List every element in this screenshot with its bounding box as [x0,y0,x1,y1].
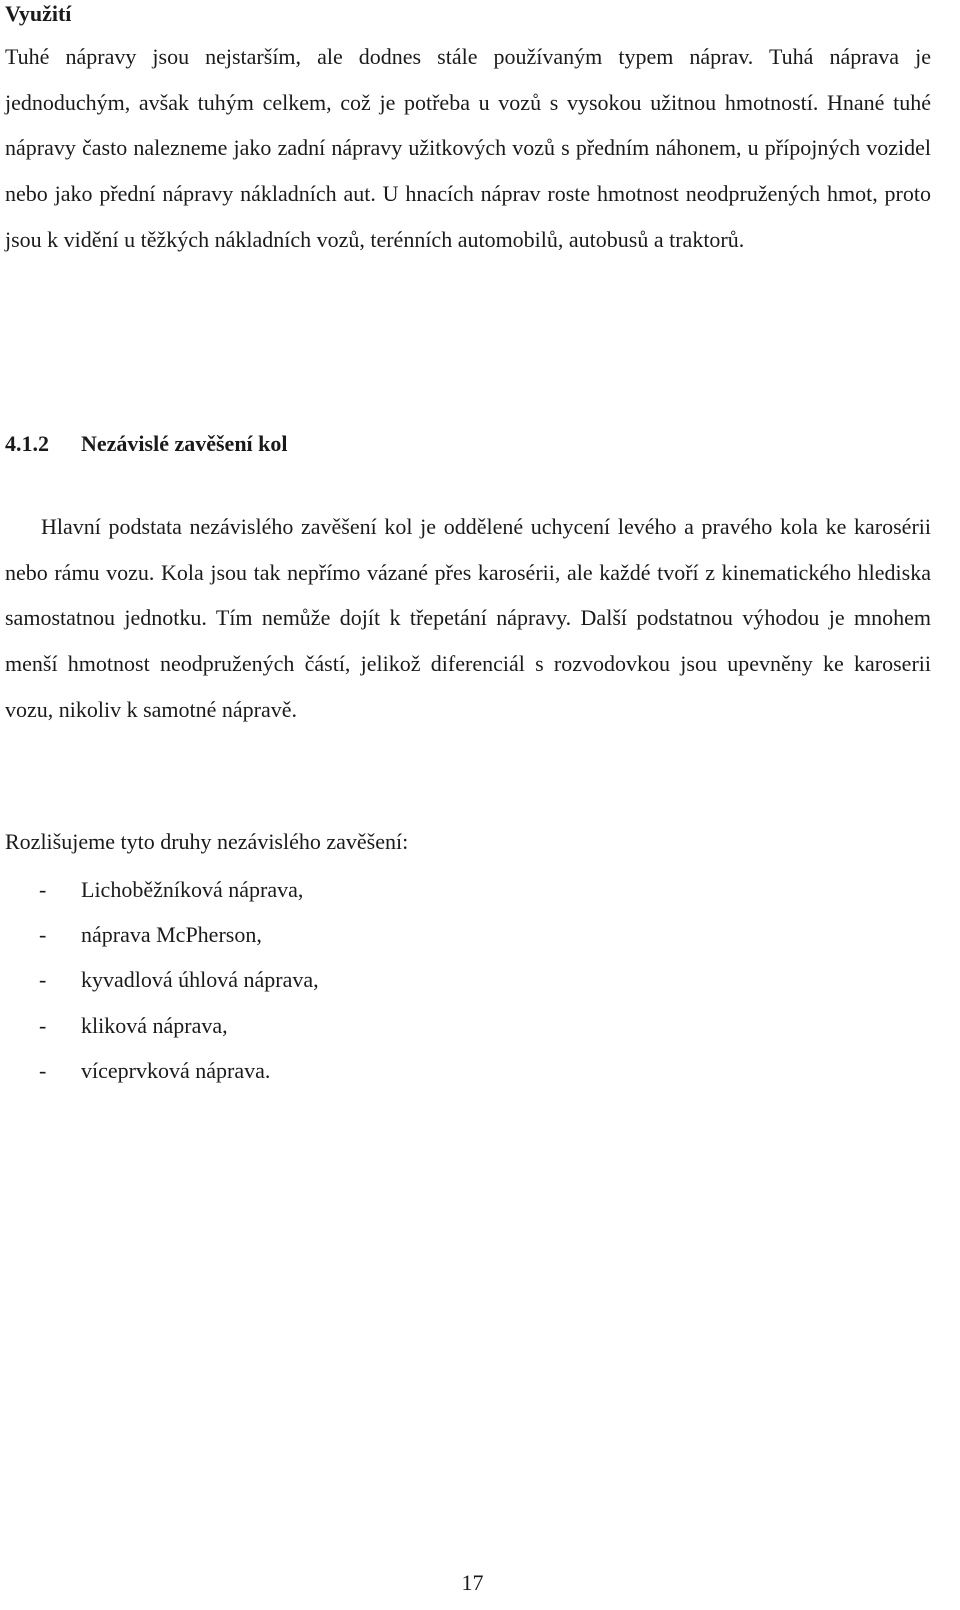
list-item [5,912,319,957]
list-marker: - [39,877,47,902]
list-item-text: náprava McPherson, [81,922,262,948]
list-item [5,867,319,912]
list-marker: - [39,967,47,993]
list-marker: - [39,1057,47,1083]
list-marker: - [39,1012,47,1038]
subheading-vyuziti: Využití [5,1,72,26]
paragraph-rigid-axles: Tuhé nápravy jsou nejstarším, ale dodnes stále používaným typem náprav. Tuhá náprava je jednoduchým, avšak tuhým celkem, což je potřeba u vozů s vysokou užitnou hmotností. Hnané tuhé nápravy často nalezneme jako zadní nápravy užitkových vozů s předním náhonem, u přípojných vozidel nebo jako přední nápravy nákladních aut. U hnacích náprav roste hmotnost neodpružených hmot, proto jsou k vidění u těžkých nákladních vozů, terénních automobilů, autobusů a traktorů. [5,44,931,252]
list-item-text: kyvadlová úhlová náprava, [81,967,319,993]
section-heading [5,428,288,460]
list-marker: - [39,922,47,948]
page-number: 17 [461,1570,484,1595]
paragraph-independent-suspension: Hlavní podstata nezávislého zavěšení kol je oddělené uchycení levého a pravého kola ke karosérii nebo rámu vozu. Kola jsou tak nepřímo vázané přes karosérii, ale každé tvoří z kinematického hlediska samostatnou jednotku. Tím nemůže dojít k třepetání nápravy. Další podstatnou výhodou je mnohem menší hmotnost neodpružených částí, jelikož diferenciál s rozvodovkou jsou upevněny ke karoserii vozu, nikoliv k samotné nápravě. [5,514,931,722]
section-title: Nezávislé zavěšení kol [81,431,288,456]
list-item-text: víceprvková náprava. [81,1057,271,1083]
list-item-text: Lichoběžníková náprava, [81,877,304,902]
list-intro: Rozlišujeme tyto druhy nezávislého zavěšení: [5,829,409,854]
section-number: 4.1.2 [5,431,49,456]
list-item [5,1003,319,1048]
suspension-types-list [5,867,319,1093]
list-item [5,957,319,1002]
list-item [5,1048,319,1093]
list-item-text: kliková náprava, [81,1012,228,1038]
